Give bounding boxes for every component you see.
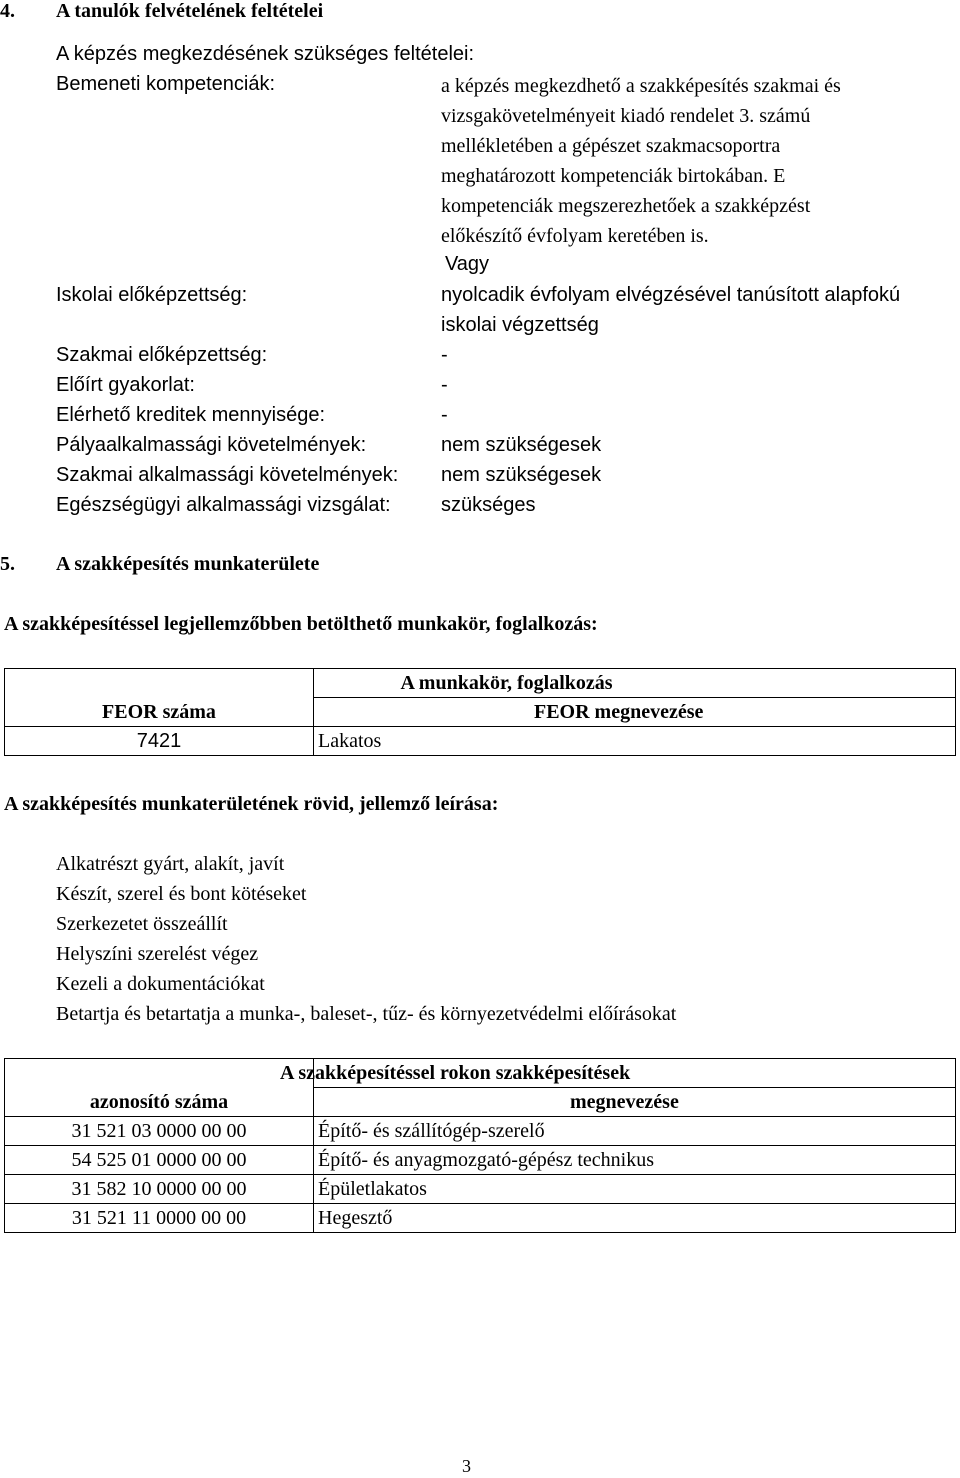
section-5-number: 5. [0,553,15,575]
row-label: Előírt gyakorlat: [56,374,195,396]
section-4-title: A tanulók felvételének feltételei [56,0,324,22]
row-value: szükséges [441,494,536,516]
iskolai-line: iskolai végzettség [441,314,599,336]
row-label: Szakmai alkalmassági követelmények: [56,464,399,486]
row-label: Elérhető kreditek mennyisége: [56,404,326,426]
occupation-table-header: A munkakör, foglalkozás [314,669,956,698]
list-item: Helyszíni szerelést végez [56,943,259,965]
bemeneti-line: vizsgakövetelményeit kiadó rendelet 3. számú [441,105,811,127]
bemeneti-line: a képzés megkezdhető a szakképesítés szakmai és [441,75,841,97]
related-table-header: A szakképesítéssel rokon szakképesítések [280,1062,631,1084]
section-4-number: 4. [0,0,15,22]
iskolai-label: Iskolai előképzettség: [56,284,248,306]
list-item: Kezeli a dokumentációkat [56,973,265,995]
table-row [5,1117,956,1146]
related-code-cell: 31 521 11 0000 00 00 [5,1204,314,1233]
feor-code-cell: 7421 [5,727,314,756]
description-title: A szakképesítés munkaterületének rövid, jellemző leírása: [4,793,499,815]
bemeneti-line: előkészítő évfolyam keretében is. [441,225,709,247]
related-qualifications-table [4,1058,956,1233]
feor-name-cell: Lakatos [314,727,956,756]
iskolai-line: nyolcadik évfolyam elvégzésével tanúsított alapfokú [441,284,901,306]
bemeneti-line: meghatározott kompetenciák birtokában. E [441,165,786,187]
bemeneti-line: kompetenciák megszerezhetőek a szakképzést [441,195,811,217]
list-item: Betartja és betartatja a munka-, baleset-, tűz- és környezetvédelmi előírásokat [56,1003,677,1025]
row-value: - [441,344,448,366]
related-name-cell: Hegesztő [314,1204,956,1233]
requirements-intro: A képzés megkezdésének szükséges feltételei: [56,43,475,65]
occupation-subtitle: A szakképesítéssel legjellemzőbben betölthető munkakör, foglalkozás: [4,613,598,635]
bemeneti-line: mellékletében a gépészet szakmacsoportra [441,135,781,157]
related-code-header: azonosító száma [5,1088,314,1117]
list-item: Alkatrészt gyárt, alakít, javít [56,853,285,875]
list-item: Készít, szerel és bont kötéseket [56,883,307,905]
table-row [5,1204,956,1233]
row-label: Pályaalkalmassági követelmények: [56,434,367,456]
row-label: Szakmai előképzettség: [56,344,268,366]
related-name-cell: Építő- és anyagmozgató-gépész technikus [314,1146,956,1175]
related-name-cell: Épületlakatos [314,1175,956,1204]
occupation-table [4,668,956,756]
related-code-cell: 54 525 01 0000 00 00 [5,1146,314,1175]
related-name-header: megnevezése [314,1088,956,1117]
table-row [5,727,956,756]
bemeneti-label: Bemeneti kompetenciák: [56,73,276,95]
list-item: Szerkezetet összeállít [56,913,228,935]
related-code-cell: 31 582 10 0000 00 00 [5,1175,314,1204]
related-name-cell: Építő- és szállítógép-szerelő [314,1117,956,1146]
row-value: - [441,374,448,396]
section-5-title: A szakképesítés munkaterülete [56,553,320,575]
or-separator: Vagy [444,253,490,275]
row-label: Egészségügyi alkalmassági vizsgálat: [56,494,391,516]
row-value: - [441,404,448,426]
row-value: nem szükségesek [441,434,602,456]
table-row [5,1146,956,1175]
related-code-cell: 31 521 03 0000 00 00 [5,1117,314,1146]
feor-name-header: FEOR megnevezése [314,698,956,727]
feor-code-header: FEOR száma [5,698,314,727]
row-value: nem szükségesek [441,464,602,486]
page-number: 3 [462,1456,471,1476]
table-row [5,1175,956,1204]
